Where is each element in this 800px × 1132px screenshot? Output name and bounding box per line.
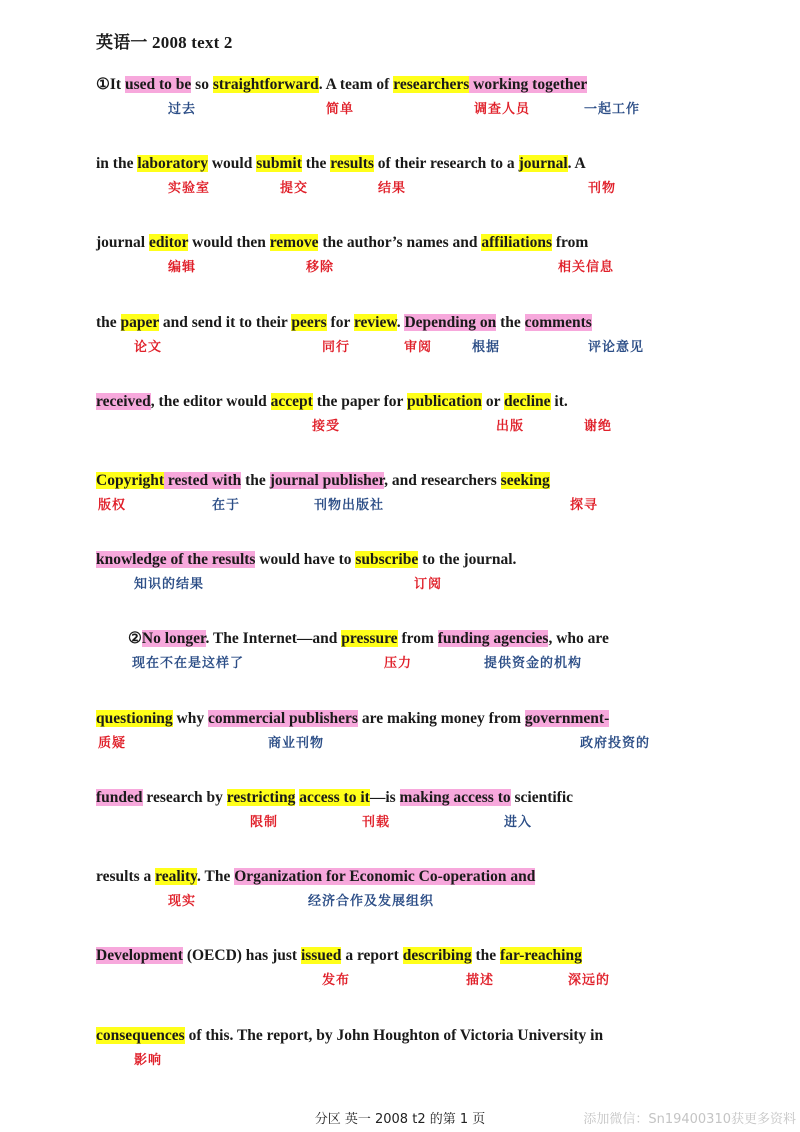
gloss-annotation: 深远的: [568, 973, 611, 988]
text-line-9: [96, 708, 609, 730]
highlighted-phrase: used to be: [124, 76, 192, 93]
highlighted-word: editor: [148, 234, 189, 251]
highlighted-word: straightforward: [212, 76, 319, 93]
text-segment: , and researchers: [384, 472, 501, 489]
gloss-annotation: 发布: [322, 973, 351, 988]
text-segment: why: [172, 710, 208, 727]
text-line-13: [96, 1025, 603, 1047]
gloss-annotation: 描述: [466, 973, 495, 988]
gloss-annotation: 出版: [496, 419, 525, 434]
highlighted-word: submit: [256, 155, 302, 172]
gloss-annotation: 商业刊物: [268, 736, 325, 751]
watermark-text: 添加微信：Sn19400310获更多资料: [583, 1112, 796, 1127]
text-line-11: [96, 866, 535, 888]
highlighted-phrase: access to it: [299, 789, 370, 806]
text-line-8: [128, 628, 609, 650]
highlighted-phrase: funding agencies: [437, 630, 549, 647]
highlighted-phrase: making access to: [399, 789, 511, 806]
highlighted-phrase: No longer: [141, 630, 206, 647]
text-segment: or: [481, 393, 505, 410]
highlighted-word: seeking: [500, 472, 550, 489]
text-line-10: [96, 787, 573, 809]
highlighted-phrase: Development: [96, 947, 183, 964]
highlighted-word: decline: [504, 393, 551, 410]
gloss-annotation: 同行: [322, 340, 351, 355]
text-line-3: [96, 232, 588, 254]
text-segment: the author’s names and: [318, 234, 482, 251]
text-line-4: [96, 312, 592, 334]
gloss-annotation: 调查人员: [474, 102, 531, 117]
text-segment: , who are: [548, 630, 609, 647]
gloss-annotation: 实验室: [168, 181, 211, 196]
gloss-annotation: 订阅: [414, 577, 443, 592]
text-segment: ②: [128, 630, 142, 647]
gloss-annotation: 经济合作及发展组织: [308, 894, 435, 909]
gloss-annotation: 知识的结果: [134, 577, 205, 592]
text-segment: (OECD) has just: [182, 947, 301, 964]
gloss-annotation: 移除: [306, 260, 335, 275]
highlighted-word: consequences: [96, 1027, 185, 1044]
highlighted-phrase: working together: [469, 76, 588, 93]
highlighted-word: questioning: [96, 710, 173, 727]
highlighted-phrase: government-: [524, 710, 610, 727]
gloss-annotation: 根据: [472, 340, 501, 355]
highlighted-word: laboratory: [137, 155, 208, 172]
text-segment: are making money from: [357, 710, 525, 727]
text-segment: a report: [341, 947, 403, 964]
gloss-annotation: 探寻: [570, 498, 599, 513]
highlighted-phrase: journal publisher: [269, 472, 385, 489]
gloss-annotation: 论文: [134, 340, 163, 355]
gloss-annotation: 刊物: [588, 181, 617, 196]
gloss-annotation: 审阅: [404, 340, 433, 355]
highlighted-word: paper: [120, 314, 160, 331]
text-segment: research by: [142, 789, 227, 806]
highlighted-word: peers: [291, 314, 327, 331]
text-segment: of their research to a: [373, 155, 519, 172]
gloss-annotation: 压力: [384, 656, 413, 671]
gloss-annotation: 简单: [326, 102, 355, 117]
text-segment: ①It: [96, 76, 125, 93]
text-segment: so: [191, 76, 213, 93]
highlighted-phrase: received: [96, 393, 151, 410]
highlighted-word: far-reaching: [500, 947, 582, 964]
highlighted-word: accept: [270, 393, 313, 410]
text-line-2: [96, 153, 586, 175]
text-segment: would then: [188, 234, 270, 251]
highlighted-word: describing: [402, 947, 472, 964]
text-segment: to the journal.: [418, 551, 517, 568]
highlighted-phrase: funded: [96, 789, 143, 806]
text-segment: the paper for: [312, 393, 407, 410]
highlighted-word: issued: [300, 947, 342, 964]
highlighted-word: subscribe: [355, 551, 419, 568]
text-segment: the: [471, 947, 501, 964]
highlighted-word: Copyright: [96, 472, 165, 489]
text-segment: from: [397, 630, 438, 647]
text-segment: and send it to their: [159, 314, 292, 331]
text-segment: it.: [550, 393, 568, 410]
text-segment: . The Internet—and: [205, 630, 342, 647]
highlighted-word: remove: [269, 234, 319, 251]
highlighted-phrase: knowledge of the results: [96, 551, 256, 568]
text-segment: —is: [369, 789, 400, 806]
highlighted-word: review: [353, 314, 397, 331]
text-segment: would have to: [255, 551, 356, 568]
gloss-annotation: 一起工作: [584, 102, 641, 117]
gloss-annotation: 评论意见: [588, 340, 645, 355]
highlighted-word: affiliations: [481, 234, 553, 251]
page-header: 英语一 2008 text 2: [96, 33, 233, 52]
text-segment: the: [241, 472, 270, 489]
gloss-annotation: 现实: [168, 894, 197, 909]
text-line-12: [96, 945, 582, 967]
text-segment: the: [96, 314, 121, 331]
gloss-annotation: 刊载: [362, 815, 391, 830]
gloss-annotation: 影响: [134, 1053, 163, 1068]
highlighted-phrase: Depending on: [404, 314, 497, 331]
highlighted-phrase: Organization for Economic Co-operation and: [234, 868, 536, 885]
gloss-annotation: 相关信息: [558, 260, 615, 275]
gloss-annotation: 提供资金的机构: [484, 656, 583, 671]
gloss-annotation: 提交: [280, 181, 309, 196]
text-segment: for: [326, 314, 354, 331]
text-segment: . A: [567, 155, 586, 172]
text-segment: from: [552, 234, 589, 251]
text-segment: of this. The report, by John Houghton of Victoria University in: [184, 1027, 604, 1044]
text-line-5: [96, 391, 568, 413]
gloss-annotation: 编辑: [168, 260, 197, 275]
highlighted-word: journal: [518, 155, 568, 172]
text-segment: scientific: [510, 789, 574, 806]
highlighted-word: researchers: [393, 76, 470, 93]
text-segment: , the editor would: [150, 393, 271, 410]
gloss-annotation: 现在不在是这样了: [132, 656, 245, 671]
text-line-6: [96, 470, 550, 492]
text-segment: . The: [197, 868, 235, 885]
text-segment: . A team of: [318, 76, 394, 93]
gloss-annotation: 刊物出版社: [314, 498, 385, 513]
highlighted-word: reality: [155, 868, 198, 885]
text-segment: in the: [96, 155, 138, 172]
text-line-1: [96, 74, 587, 96]
highlighted-phrase: comments: [524, 314, 592, 331]
gloss-annotation: 版权: [98, 498, 127, 513]
highlighted-word: publication: [406, 393, 482, 410]
text-segment: the: [496, 314, 525, 331]
text-line-7: [96, 549, 516, 571]
highlighted-word: pressure: [341, 630, 398, 647]
highlighted-phrase: commercial publishers: [208, 710, 358, 727]
gloss-annotation: 质疑: [98, 736, 127, 751]
gloss-annotation: 接受: [312, 419, 341, 434]
text-segment: journal: [96, 234, 149, 251]
gloss-annotation: 过去: [168, 102, 197, 117]
page-footer: 分区 英一 2008 t2 的第 1 页: [314, 1112, 486, 1127]
gloss-annotation: 结果: [378, 181, 407, 196]
text-segment: the: [301, 155, 331, 172]
text-segment: results a: [96, 868, 156, 885]
gloss-annotation: 政府投资的: [580, 736, 651, 751]
text-segment: would: [207, 155, 257, 172]
highlighted-word: results: [330, 155, 374, 172]
gloss-annotation: 谢绝: [584, 419, 613, 434]
gloss-annotation: 进入: [504, 815, 533, 830]
highlighted-phrase: rested with: [164, 472, 242, 489]
gloss-annotation: 在于: [212, 498, 241, 513]
text-segment: .: [396, 314, 405, 331]
highlighted-word: restricting: [226, 789, 296, 806]
gloss-annotation: 限制: [250, 815, 279, 830]
